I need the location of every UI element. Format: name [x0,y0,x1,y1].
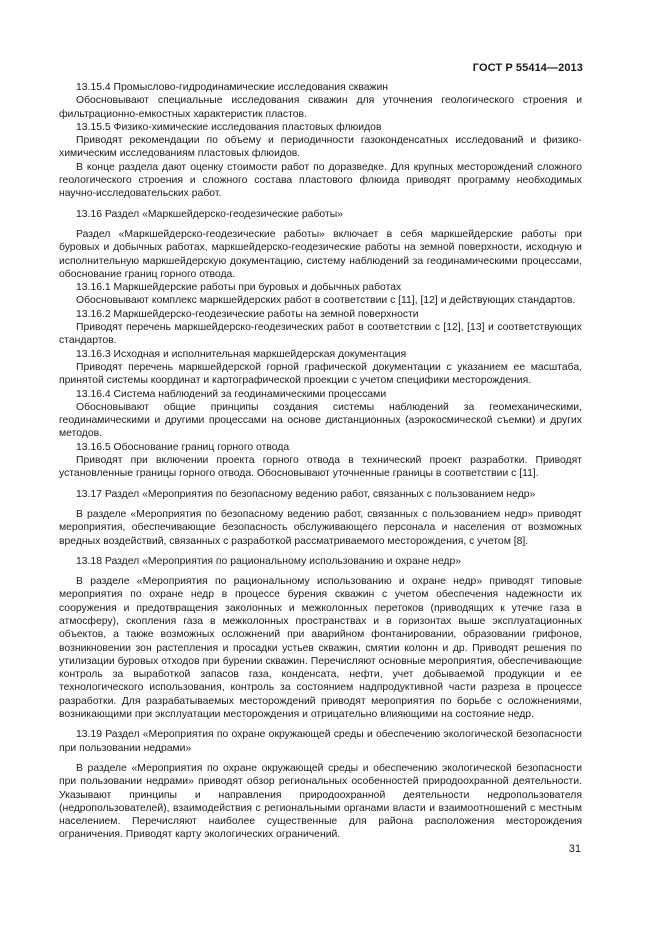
body-paragraph: В разделе «Мероприятия по безопасному ведению работ, связанных с пользованием недр» приводят мероприятия, обеспечивающие безопасность обслуживающего персонала и населения от возможных вредных воздействий, связанных с разработкой рассматриваемого месторождения, с учетом [8]. [59,508,582,547]
body-paragraph: В разделе «Мероприятия по охране окружающей среды и обеспечению экологической безопасности при пользовании недрами» приводят обзор региональных особенностей природоохранной деятельности. Указывают принципы и направления природоохранной деятельности недропользователя (недропользователей), взаимодействия с региональными органами власти и взаимоотношений с местным населением. Перечисляют наиболее существенные для района расположения месторождения ограничения. Приводят карту экологических ограничений. [59,762,582,841]
clause-heading-13-16-2: 13.16.2 Маркшейдерско-геодезические работы на земной поверхности [76,308,419,320]
document-header: ГОСТ Р 55414—2013 [472,62,583,74]
section-heading-13-16: 13.16 Раздел «Маркшейдерско-геодезические работы» [76,208,343,220]
clause-heading-13-16-1: 13.16.1 Маркшейдерские работы при буровых и добычных работах [76,282,402,294]
page-number: 31 [568,843,581,855]
section-heading-13-18: 13.18 Раздел «Мероприятия по рациональному использованию и охране недр» [76,555,462,567]
body-paragraph: Обосновывают общие принципы создания системы наблюдений за геомеханическими, геодинамическими и другими процессами на основе дистанционных (аэрокосмической съемки) и других методов. [59,401,582,440]
clause-heading-13-15-4: 13.15.4 Промыслово-гидродинамические исследования скважин [76,82,389,93]
page-body [59,81,582,842]
body-paragraph: Обосновывают специальные исследования скважин для уточнения геологического строения и фильтрационно-емкостных характеристик пластов. [59,95,582,120]
section-heading-13-17: 13.17 Раздел «Мероприятия по безопасному ведению работ, связанных с пользованием недр» [76,488,536,500]
body-paragraph: Приводят перечень маркшейдерской горной графической документации с указанием ее масштаба, принятой системы координат и картографической проекции с учетом специфики месторождения. [59,361,582,387]
body-paragraph: Приводят перечень маркшейдерско-геодезических работ в соответствии с [12], [13] и соответствующих стандартов. [59,322,582,347]
section-heading-13-19: 13.19 Раздел «Мероприятия по охране окружающей среды и обеспечению экологической безопасности при пользовании недрами» [59,729,582,754]
clause-heading-13-16-5: 13.16.5 Обоснование границ горного отвода [76,441,290,453]
body-paragraph: Приводят при включении проекта горного отвода в технический проект разработки. Приводят установленные границы горного отвода. Обосновывают уточненные границы в соответствии с [11]. [59,455,582,480]
body-paragraph: Приводят рекомендации по объему и периодичности газоконденсатных исследований и физико-химическим исследованиям пластовых флюидов. [59,135,582,160]
clause-heading-13-16-3: 13.16.3 Исходная и исполнительная маркшейдерская документация [76,348,407,360]
clause-heading-13-15-5: 13.15.5 Физико-химические исследования пластовых флюидов [76,121,382,133]
body-paragraph: В разделе «Мероприятия по рациональному использованию и охране недр» приводят типовые мероприятия по охране недр в процессе бурения скважин с учетом обеспечения надежности их сооружения и предотвращения заколонных и межколонных перетоков (приводящих к утечке газа в атмосферу), скопления газа в межколонных пространствах и в горизонтах выше эксплуатационных объектов, а также возможных осложнений при аварийном фонтанировании, образовании грифонов, возникновении зон растепления и просадки устьев скважин, смятии колонн и др. Приводят решения по утилизации буровых отходов при бурении скважин. Перечисляют основные мероприятия, обеспечивающие контроль за выработкой запасов газа, конденсата, нефти, учет добываемой продукции и ее технологического использования, контроль за состоянием надпродуктивной части разреза в процессе разработки. Для разрабатываемых месторождений приводят мероприятия по борьбе с осложнениями, возникающими при эксплуатации месторождения и отрицательно влияющими на состояние недр. [59,576,582,721]
body-paragraph: В конце раздела дают оценку стоимости работ по доразведке. Для крупных месторождений сложного геологического строения и сложного состава пластового флюида приводят программу необходимых научно-исследовательских работ. [59,161,582,200]
body-paragraph: Раздел «Маркшейдерско-геодезические работы» включает в себя маркшейдерские работы при буровых и добычных работах, маркшейдерско-геодезические работы на земной поверхности, исходную и исполнительную маркшейдерскую документацию, систему наблюдений за геодинамическими процессами, обоснование границ горного отвода. [59,228,582,280]
clause-heading-13-16-4: 13.16.4 Система наблюдений за геодинамическими процессами [76,388,387,400]
body-paragraph: Обосновывают комплекс маркшейдерских работ в соответствии с [11], [12] и действующих стандартов. [76,295,576,307]
